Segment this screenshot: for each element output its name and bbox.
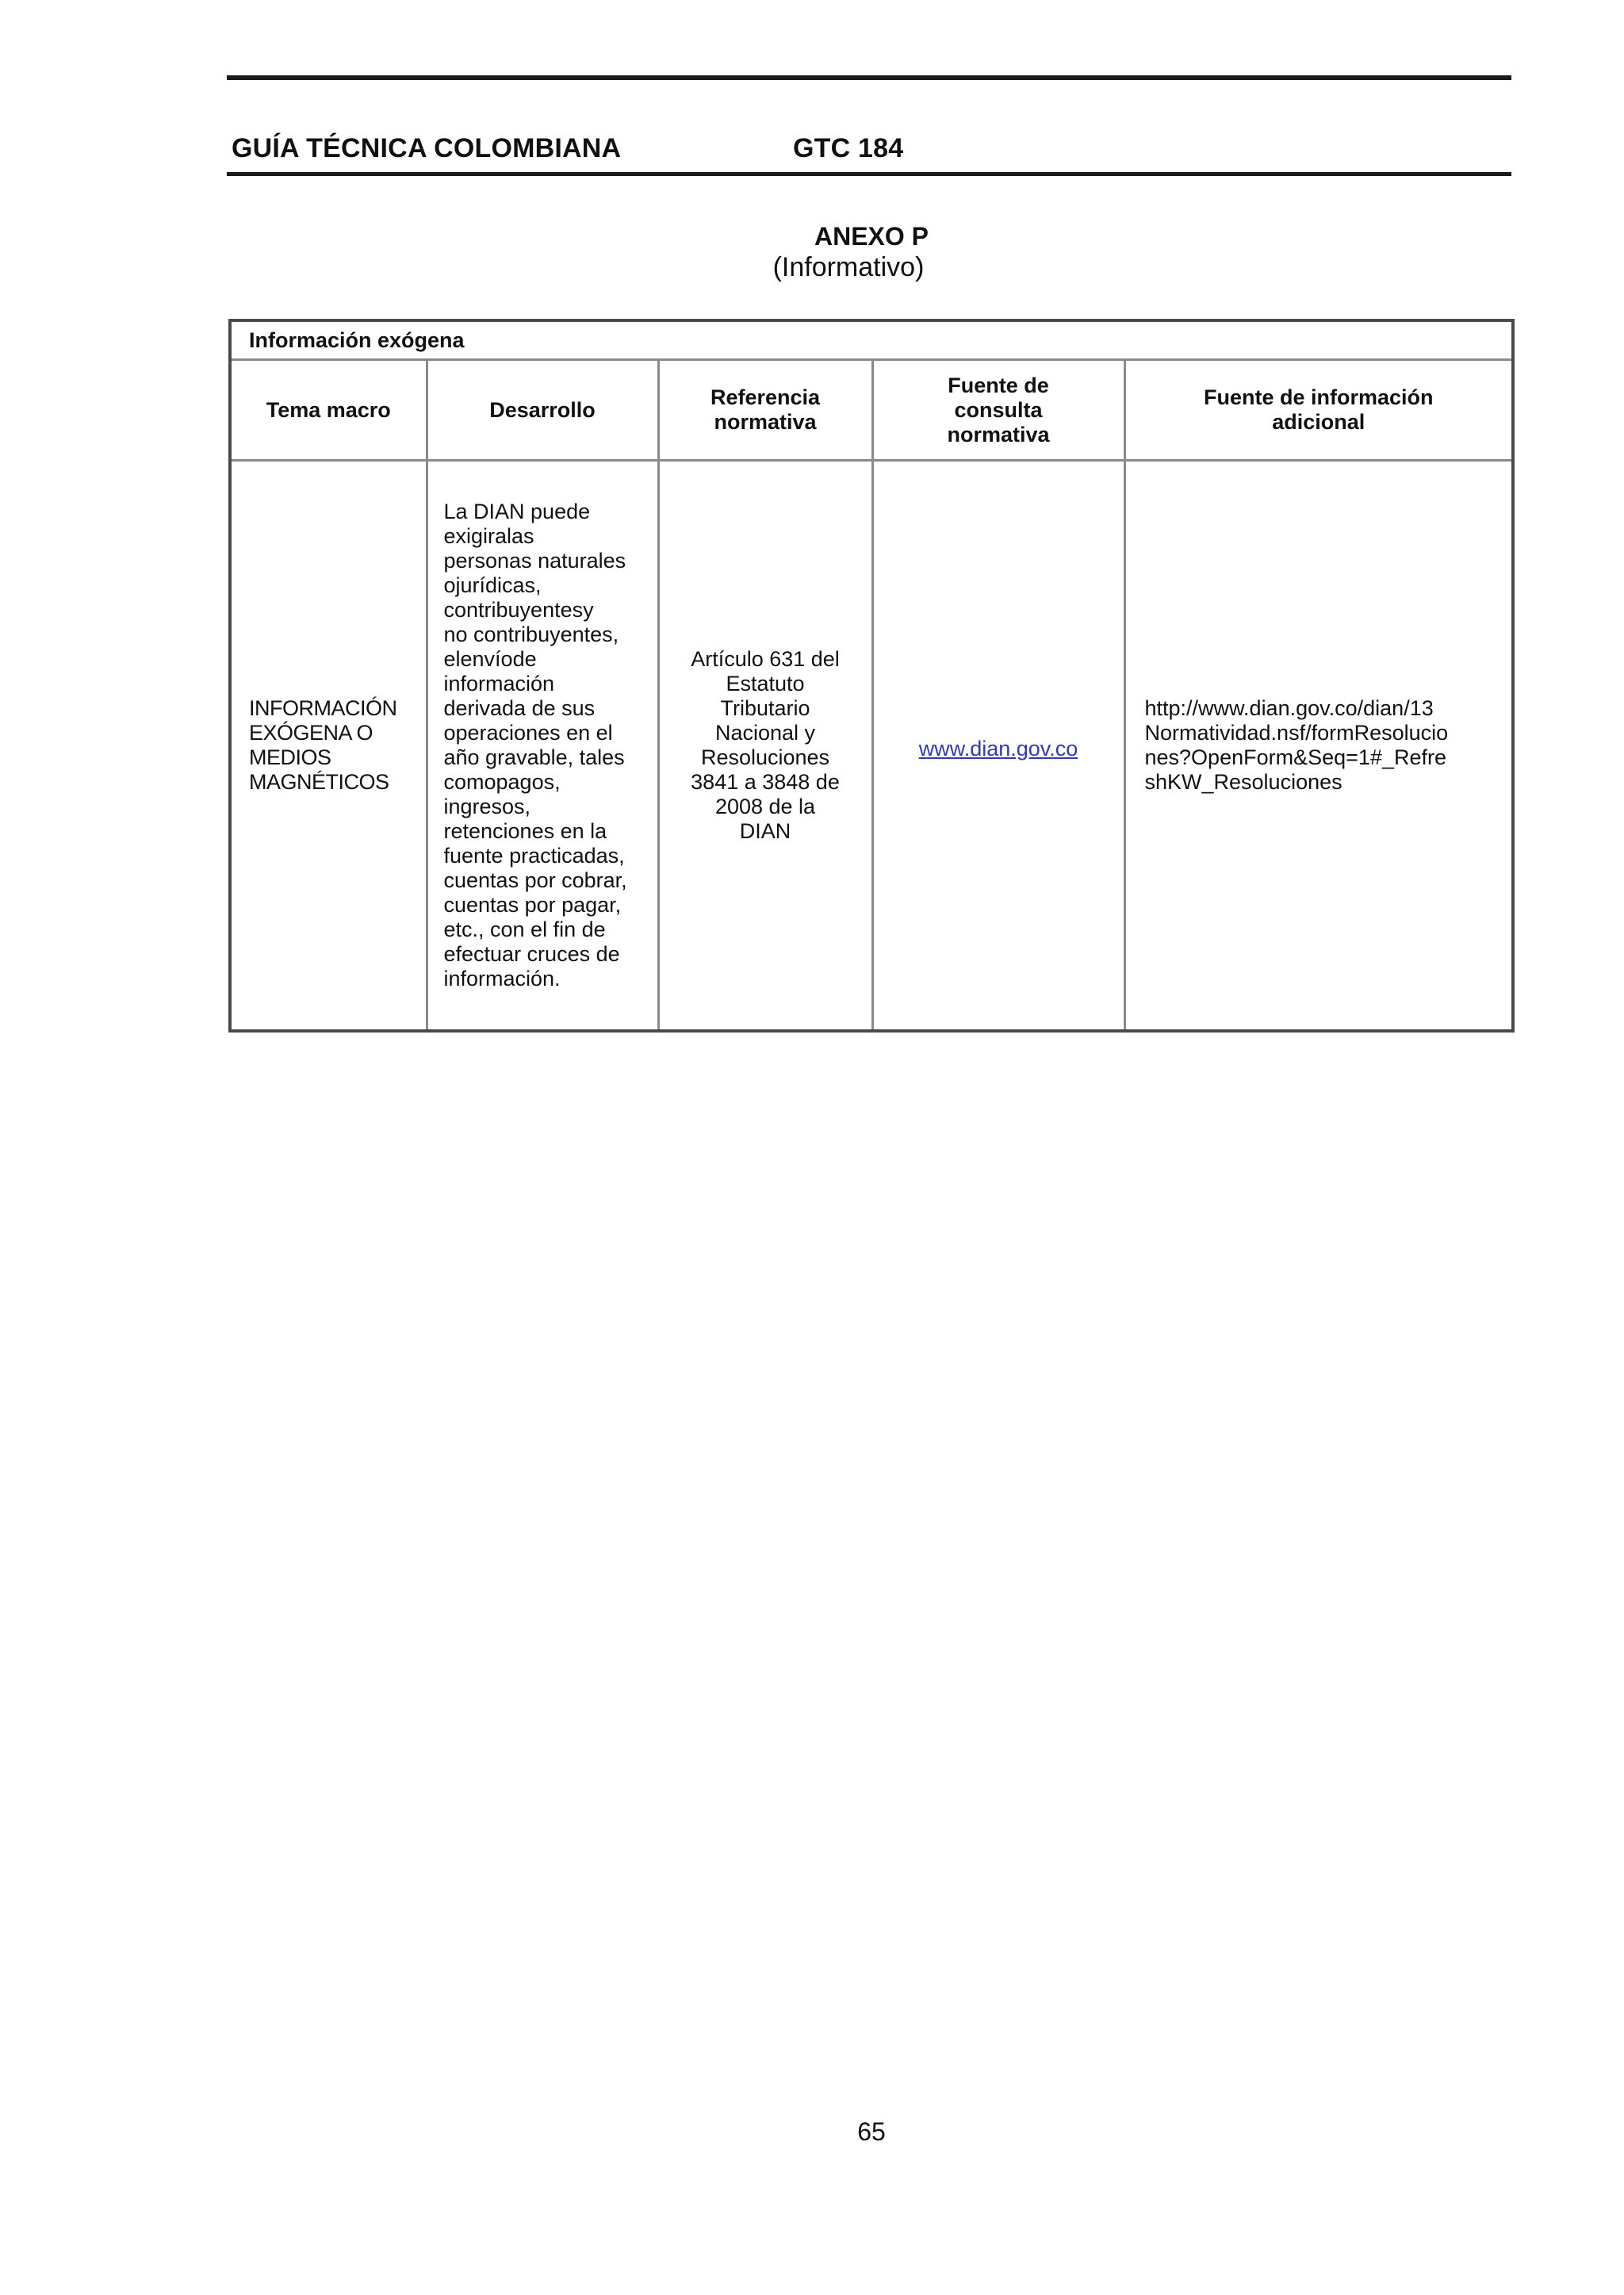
cell-tema-macro: INFORMACIÓN EXÓGENA O MEDIOS MAGNÉTICOS <box>230 461 427 1032</box>
column-header-fuente-adicional: Fuente de información adicional <box>1124 360 1513 461</box>
table-row <box>230 461 1513 1032</box>
header-rule <box>227 172 1511 176</box>
cell-desarrollo: La DIAN puede exigiralas personas naturales ojurídicas, contribuyentesy no contribuyentes, elenvíode información derivada de sus operaciones en el año gravable, tales comopagos, ingresos, retenciones en la fuente practicadas, cuentas por cobrar, cuentas por pagar, etc., con el fin de efectuar cruces de información. <box>427 461 658 1032</box>
document-title: GUÍA TÉCNICA COLOMBIANA <box>232 133 622 163</box>
cell-fuente-consulta <box>872 461 1124 1032</box>
document-code: GTC 184 <box>793 133 904 163</box>
column-header-fuente-consulta: Fuente de consulta normativa <box>872 360 1124 461</box>
column-header-tema-macro: Tema macro <box>230 360 427 461</box>
annex-subtitle: (Informativo) <box>772 252 925 282</box>
column-header-referencia: Referencia normativa <box>658 360 872 461</box>
cell-fuente-adicional: http://www.dian.gov.co/dian/13 Normatividad.nsf/formResolucio nes?OpenForm&Seq=1#_Refre shKW_Resoluciones <box>1124 461 1513 1032</box>
page-number: 65 <box>857 2117 886 2146</box>
column-header-desarrollo: Desarrollo <box>427 360 658 461</box>
dian-link[interactable]: www.dian.gov.co <box>918 736 1078 761</box>
table-caption: Información exógena <box>230 320 1513 360</box>
information-table <box>228 319 1515 1033</box>
annex-title: ANEXO P <box>814 222 929 251</box>
cell-referencia: Artículo 631 del Estatuto Tributario Nacional y Resoluciones 3841 a 3848 de 2008 de la DIAN <box>658 461 872 1032</box>
table-header-row <box>230 360 1513 461</box>
top-rule <box>227 75 1511 80</box>
